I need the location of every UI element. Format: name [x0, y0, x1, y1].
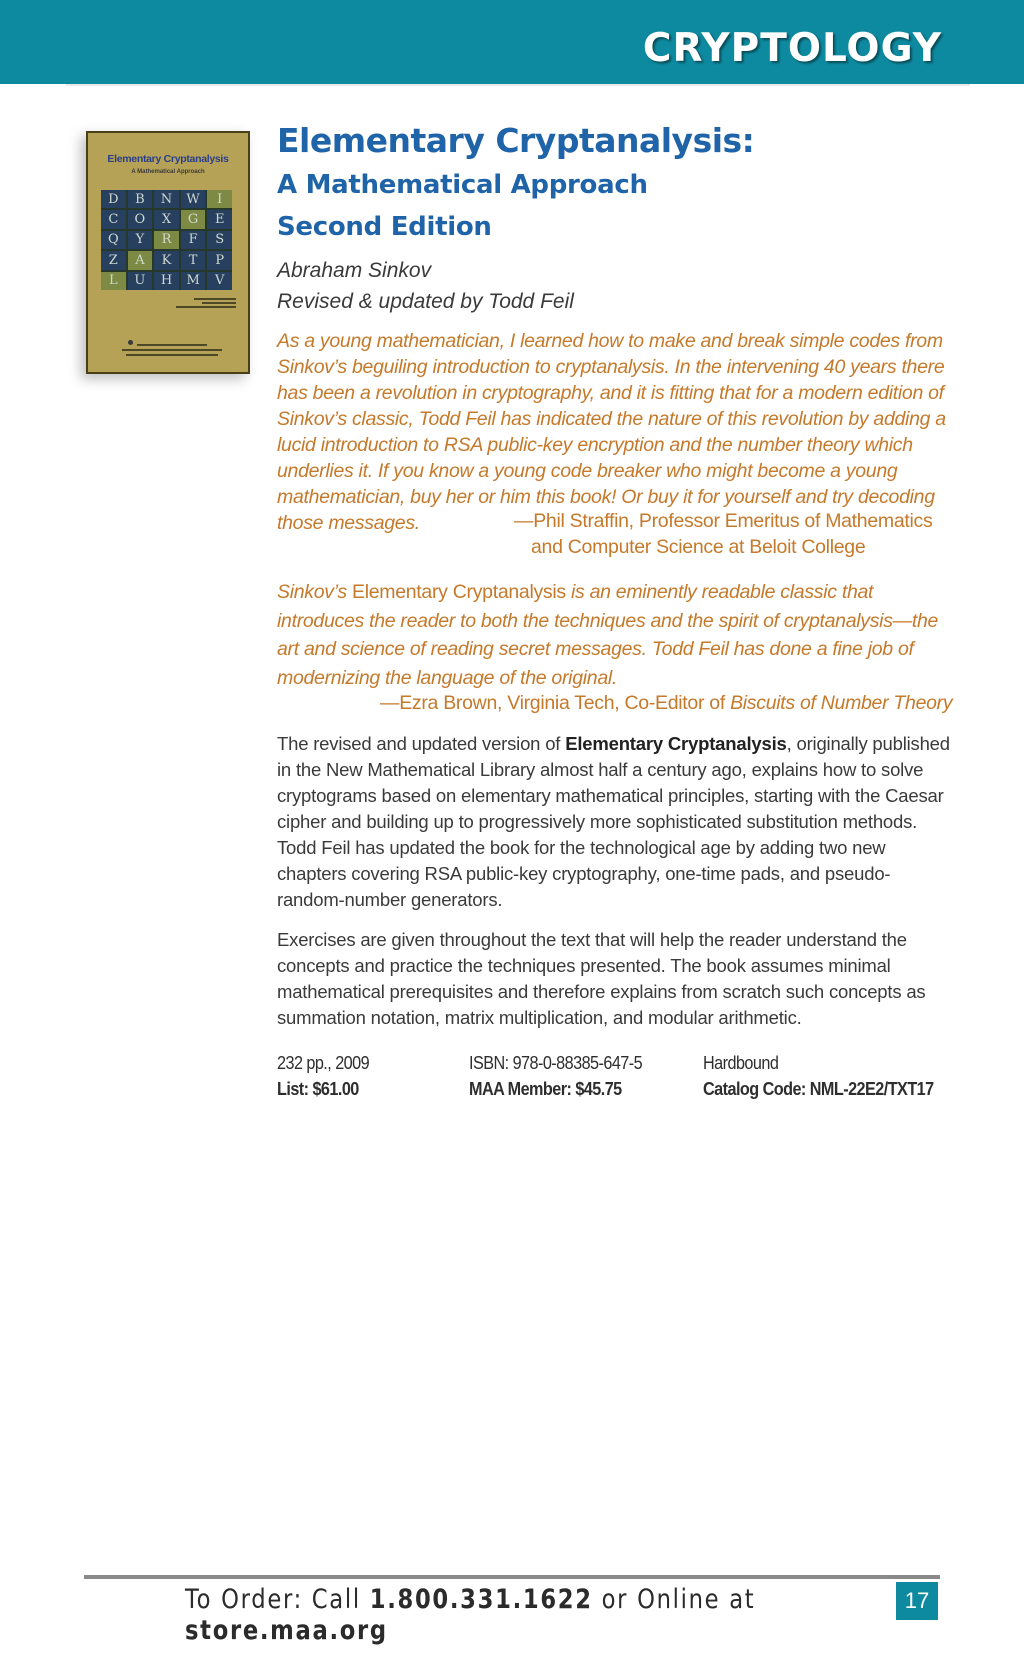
cover-grid-cell: Z — [101, 251, 126, 269]
review-quote-1: As a young mathematician, I learned how to make and break simple codes from Sinkov’s beguiling introduction to cryptanalysis. In the intervening 40 years there has been a revolution in cryptography, and it is fitting that for a modern edition of Sinkov’s classic, Todd Feil has indicated the nature of this revolution by adding a lucid introduction to RSA public-key encryption and the number theory which underlies it. If you know a young code breaker who might become a young mathematician, buy her or him this book! Or buy it for yourself and try decoding those messages. — [277, 330, 946, 534]
quote-2-lead: Sinkov’s — [277, 581, 347, 603]
cover-publisher — [108, 341, 236, 356]
section-title: CRYPTOLOGY — [642, 26, 942, 71]
review-quote-1-attribution-cont: and Computer Science at Beloit College — [531, 536, 866, 558]
pages-year: 232 pp., 2009 — [277, 1053, 370, 1073]
book-subtitle: A Mathematical Approach — [277, 170, 648, 200]
book-edition: Second Edition — [277, 212, 492, 242]
cover-grid-cell: R — [154, 231, 179, 249]
binding: Hardbound — [703, 1053, 779, 1073]
attribution-book-title: Biscuits of Number Theory — [730, 692, 953, 714]
quote-2-book-title: Elementary Cryptanalysis — [351, 581, 566, 603]
cover-grid-cell: I — [207, 190, 232, 208]
cover-grid-cell: Q — [101, 231, 126, 249]
cover-grid-cell: B — [128, 190, 153, 208]
header-divider — [66, 84, 970, 86]
catalog-code: Catalog Code: NML-22E2/TXT17 — [703, 1079, 934, 1099]
order-info: To Order: Call 1.800.331.1622 or Online at store.maa.org — [185, 1584, 756, 1646]
cover-grid-cell: W — [181, 190, 206, 208]
cover-grid-cell: H — [154, 272, 179, 290]
cover-grid-cell: E — [207, 210, 232, 228]
member-price: MAA Member: $45.75 — [469, 1079, 622, 1099]
cover-grid-cell: D — [101, 190, 126, 208]
quote-2-text: is an eminently readable classic that introduces the reader to both the techniques and the spirit of cryptanalysis—the art and science of reading secret messages. Todd Feil has done a fine job of modernizing the language of the original. — [277, 581, 939, 689]
book-cover-image — [86, 131, 250, 374]
cover-grid-cell: U — [128, 272, 153, 290]
book-title: Elementary Cryptanalysis: — [277, 121, 755, 160]
cover-subtitle: A Mathematical Approach — [131, 169, 205, 175]
section-header-bar — [0, 0, 1024, 84]
cover-grid-cell: G — [181, 210, 206, 228]
footer-divider — [84, 1575, 940, 1579]
order-website: store.maa.org — [185, 1615, 388, 1646]
cover-title: Elementary Cryptanalysis — [107, 153, 229, 165]
review-quote-2-attribution: —Ezra Brown, Virginia Tech, Co-Editor of Biscuits of Number Theory — [380, 692, 953, 714]
description-paragraph-1: The revised and updated version of Elementary Cryptanalysis, originally published in the New Mathematical Library almost half a century ago, explains how to solve cryptograms based on elementary mathematical principles, starting with the Caesar cipher and building up to progressively more sophisticated substitution methods. Todd Feil has updated the book for the technological age by adding two new chapters covering RSA public-key cryptography, one-time pads, and pseudo-random-number generators. — [277, 733, 950, 910]
cover-grid-cell: O — [128, 210, 153, 228]
list-price: List: $61.00 — [277, 1079, 359, 1099]
book-reviser: Revised & updated by Todd Feil — [277, 290, 574, 313]
cover-grid-cell: S — [207, 231, 232, 249]
cover-grid-cell: M — [181, 272, 206, 290]
cover-credits — [176, 296, 236, 308]
order-phone: 1.800.331.1622 — [369, 1584, 593, 1615]
cover-grid-cell: C — [101, 210, 126, 228]
cover-grid-cell: N — [154, 190, 179, 208]
cover-grid-cell: L — [101, 272, 126, 290]
cover-grid-cell: P — [207, 251, 232, 269]
cover-grid-cell: V — [207, 272, 232, 290]
cover-grid-cell: K — [154, 251, 179, 269]
page-number: 17 — [896, 1582, 938, 1620]
cover-letter-grid — [101, 190, 232, 290]
description-paragraph-2: Exercises are given throughout the text that will help the reader understand the concepts and practice the techniques presented. The book assumes minimal mathematical prerequisites and therefore explains from scratch such concepts as summation notation, matrix multiplication, and modular arithmetic. — [277, 929, 926, 1028]
isbn: ISBN: 978-0-88385-647-5 — [469, 1053, 643, 1073]
cover-grid-cell: F — [181, 231, 206, 249]
review-quote-1-attribution: —Phil Straffin, Professor Emeritus of Mathematics — [514, 510, 933, 532]
book-author: Abraham Sinkov — [277, 259, 432, 282]
cover-grid-cell: A — [128, 251, 153, 269]
cover-grid-cell: T — [181, 251, 206, 269]
review-quote-2 — [277, 578, 957, 692]
description-book-title: Elementary Cryptanalysis — [565, 733, 787, 754]
cover-grid-cell: X — [154, 210, 179, 228]
cover-grid-cell: Y — [128, 231, 153, 249]
